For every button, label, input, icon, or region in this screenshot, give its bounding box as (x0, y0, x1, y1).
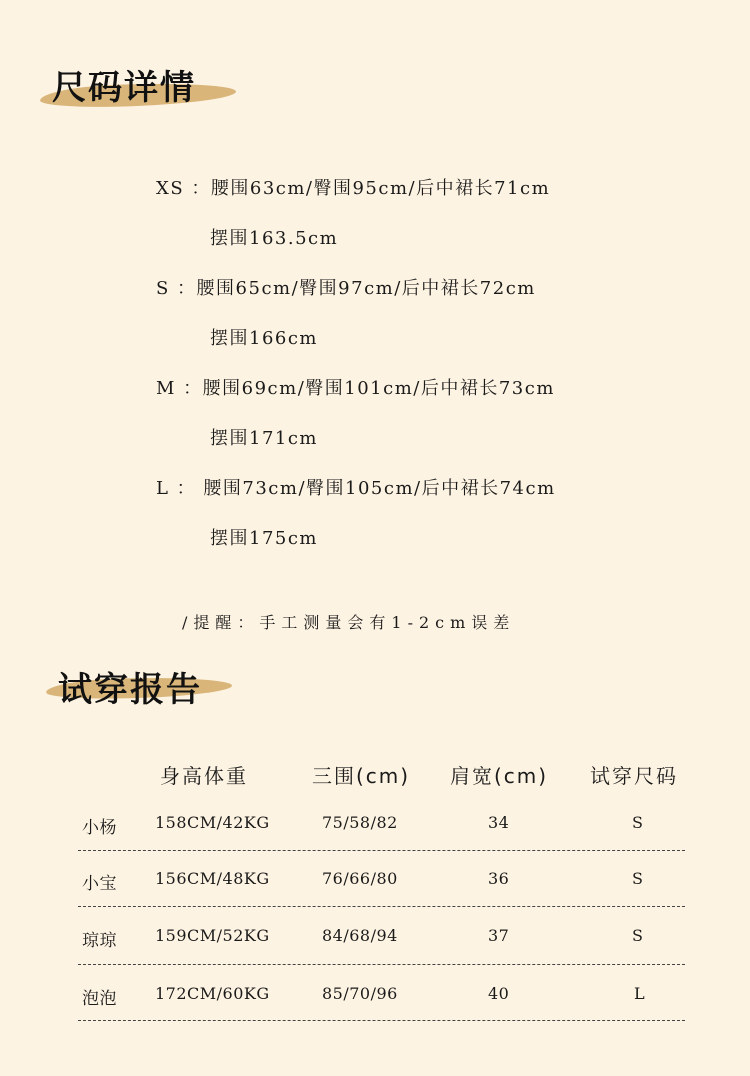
tester-name: 小宝 (82, 874, 117, 894)
row-divider (78, 1020, 685, 1021)
trial-report-title: 试穿报告 (58, 670, 202, 710)
height-weight-value: 156CM/48KG (155, 869, 270, 888)
tester-name: 泡泡 (82, 989, 117, 1009)
height-weight-value: 158CM/42KG (155, 813, 270, 832)
measurements-value: 84/68/94 (322, 926, 398, 945)
size-xs-line: XS ：腰围63cm/臀围95cm/后中裙长71cm (156, 178, 551, 199)
size-l-hem-line: 摆围175cm (210, 528, 319, 549)
tester-name: 小杨 (82, 818, 117, 838)
height-weight-value: 159CM/52KG (155, 926, 270, 945)
size-details-heading (40, 58, 250, 118)
size-m-line: M ：腰围69cm/臀围101cm/后中裙长73cm (156, 378, 555, 399)
measurements-value: 85/70/96 (322, 984, 398, 1003)
table-row (0, 869, 750, 925)
size-m-hem-line: 摆围171cm (210, 428, 319, 449)
measurements-value: 75/58/82 (322, 813, 398, 832)
size-details-title: 尺码详情 (52, 68, 196, 108)
table-row (0, 813, 750, 869)
table-row (0, 926, 750, 982)
shoulder-value: 40 (488, 984, 510, 1003)
size-value: S (632, 813, 644, 832)
row-divider (78, 850, 685, 851)
header-shoulder: 肩宽(cm) (450, 764, 549, 788)
size-value: S (632, 869, 644, 888)
size-xs-hem-line: 摆围163.5cm (210, 228, 339, 249)
tester-name: 琼琼 (82, 931, 117, 951)
size-s-hem-line: 摆围166cm (210, 328, 319, 349)
height-weight-value: 172CM/60KG (155, 984, 270, 1003)
size-s-line: S ：腰围65cm/臀围97cm/后中裙长72cm (156, 278, 536, 299)
size-value: L (634, 984, 646, 1003)
header-height-weight: 身高体重 (160, 764, 248, 788)
header-measurements: 三围(cm) (312, 764, 411, 788)
shoulder-value: 36 (488, 869, 510, 888)
row-divider (78, 906, 685, 907)
row-divider (78, 964, 685, 965)
shoulder-value: 34 (488, 813, 510, 832)
table-row (0, 984, 750, 1040)
measurements-value: 76/66/80 (322, 869, 398, 888)
size-value: S (632, 926, 644, 945)
size-l-line: L ： 腰围73cm/臀围105cm/后中裙长74cm (156, 478, 556, 499)
trial-report-heading (40, 652, 250, 712)
header-trial-size: 试穿尺码 (590, 764, 678, 788)
shoulder-value: 37 (488, 926, 510, 945)
measurement-reminder: /提醒：手工测量会有1-2cm误差 (182, 613, 516, 632)
